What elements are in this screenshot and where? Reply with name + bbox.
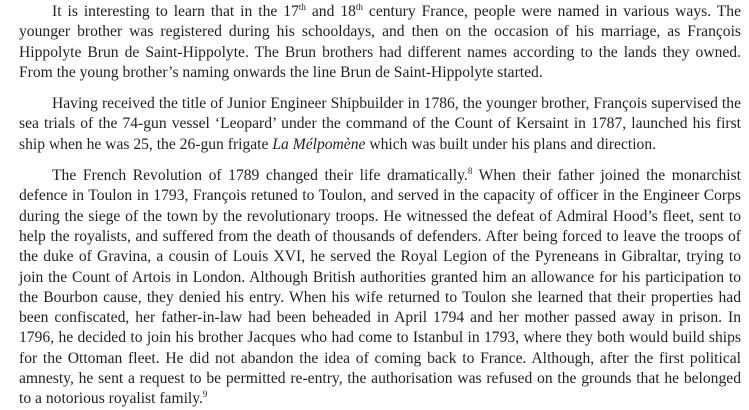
footnote-marker[interactable]: 9 <box>202 389 208 400</box>
paragraph <box>19 2 741 83</box>
document-page <box>19 0 741 410</box>
text-run: Having received the title of Junior Engineer Shipbuilder in 1786, the younger brother, François supervised the sea trials of the 74-gun vessel ‘Leopard’ under the command of the Count of Kersaint in 1787, launched his first ship when he was 25, the 26-gun frigate <box>19 95 741 153</box>
text-run: and 18 <box>305 3 356 20</box>
paragraph <box>19 166 741 410</box>
superscript: th <box>355 2 363 12</box>
text-run: which was built under his plans and direction. <box>365 135 657 153</box>
paragraph <box>19 94 741 155</box>
text-run: century France, people were named in various ways. The younger brother was registered during his schooldays, and then on the occasion of his marriage, as François Hippolyte Brun de Saint-Hippolyte. The Brun brothers had different names according to the lands they owned. From the young brother’s naming onwards the line Brun de Saint-Hippolyte started. <box>19 3 742 81</box>
text-run: The French Revolution of 1789 changed their life dramatically. <box>52 167 468 185</box>
footnote-marker[interactable]: 8 <box>467 166 473 177</box>
superscript: th <box>298 2 306 12</box>
text-run: When their father joined the monarchist defence in Toulon in 1793, François retuned to Toulon, and served in the capacity of officer in the Engineer Corps during the siege of the town by the revolutionary troops. He witnessed the defeat of Admiral Hood’s fleet, sent to help the royalists, and suffered from the death of thousands of defenders. After being forced to leave the troops of the duke of Gravina, a cousin of Louis XVI, he served the Royal Legion of the Pyreneans in Gibraltar, trying to join the Count of Artois in London. Although British authorities granted him an allowance for his participation to the Bourbon cause, they denied his entry. When his wife returned to Toulon she learned that their properties had been confiscated, her father-in-law had been beheaded in April 1794 and her mother passed away in prison. In 1796, he decided to join his brother Jacques who had come to Istanbul in 1793, where they both would build ships for the Ottoman fleet. He did not abandon the idea of coming back to France. Although, after the first political amnesty, he sent a request to be permitted re-entry, the authorisation was refused on the grounds that he belonged to a notorious royalist family. <box>19 167 742 408</box>
text-run: It is interesting to learn that in the 17 <box>52 3 299 20</box>
ship-name: La Mélpomène <box>272 135 366 153</box>
